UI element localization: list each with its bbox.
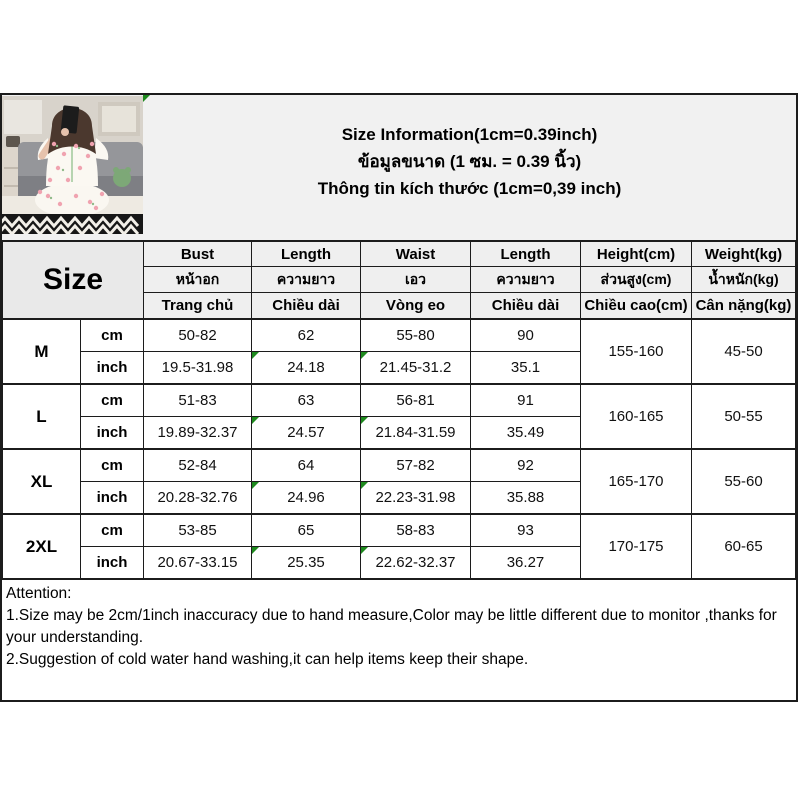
col-header-height-th: ส่วนสูง(cm) <box>581 267 692 293</box>
col-header-length2-th: ความยาว <box>471 267 581 293</box>
l-bust-inch: 19.89-32.37 <box>144 417 252 450</box>
product-photo <box>2 96 143 234</box>
size-m-label: M <box>3 319 81 384</box>
col-header-waist-en: Waist <box>361 241 471 267</box>
product-photo-illustration <box>2 96 143 234</box>
attention-heading: Attention: <box>6 585 72 602</box>
2xl-length2-cm: 93 <box>471 514 581 547</box>
m-length2-cm: 90 <box>471 319 581 352</box>
hand <box>61 128 69 136</box>
m-length-cm: 62 <box>252 319 361 352</box>
col-header-weight-th: น้ำหนัก(kg) <box>692 267 796 293</box>
col-header-bust-th: หน้าอก <box>144 267 252 293</box>
col-header-weight-en: Weight(kg) <box>692 241 796 267</box>
2xl-weight: 60-65 <box>692 514 796 579</box>
m-height: 155-160 <box>581 319 692 384</box>
unit-inch-label: inch <box>81 547 144 580</box>
2xl-bust-cm: 53-85 <box>144 514 252 547</box>
col-header-length2-vi: Chiều dài <box>471 293 581 320</box>
header-row-en <box>3 241 796 267</box>
xl-length2-cm: 92 <box>471 449 581 482</box>
2xl-length-cm: 65 <box>252 514 361 547</box>
col-header-length-en: Length <box>252 241 361 267</box>
2xl-length2-inch: 36.27 <box>471 547 581 580</box>
col-header-height-vi: Chiều cao(cm) <box>581 293 692 320</box>
unit-cm-label: cm <box>81 384 144 417</box>
title-band <box>2 95 796 240</box>
l-length2-cm: 91 <box>471 384 581 417</box>
excel-error-triangle-icon <box>361 547 368 554</box>
col-header-waist-vi: Vòng eo <box>361 293 471 320</box>
col-header-length2-en: Length <box>471 241 581 267</box>
col-header-height-en: Height(cm) <box>581 241 692 267</box>
xl-length-cm: 64 <box>252 449 361 482</box>
title-line-th: ข้อมูลขนาด (1 ซม. = 0.39 นิ้ว) <box>357 152 582 171</box>
excel-error-triangle-icon <box>252 417 259 424</box>
table-row <box>3 319 796 352</box>
l-length2-inch: 35.49 <box>471 417 581 450</box>
2xl-waist-inch: 22.62-32.37 <box>361 547 471 580</box>
window <box>4 100 42 134</box>
unit-cm-label: cm <box>81 514 144 547</box>
size-info-title <box>143 121 796 202</box>
2xl-length-inch: 25.35 <box>252 547 361 580</box>
m-waist-inch: 21.45-31.2 <box>361 352 471 385</box>
pajama-pants <box>35 183 109 217</box>
excel-error-triangle-icon <box>361 417 368 424</box>
2xl-waist-cm: 58-83 <box>361 514 471 547</box>
size-xl-label: XL <box>3 449 81 514</box>
excel-error-triangle-icon <box>143 95 150 102</box>
excel-error-triangle-icon <box>252 547 259 554</box>
attention-line-1: 1.Size may be 2cm/1inch inaccuracy due to hand measure,Color may be little different due to monitor ,thanks for your understanding. <box>6 607 777 646</box>
unit-cm-label: cm <box>81 319 144 352</box>
excel-error-triangle-icon <box>252 352 259 359</box>
xl-height: 165-170 <box>581 449 692 514</box>
xl-bust-inch: 20.28-32.76 <box>144 482 252 515</box>
attention-line-2: 2.Suggestion of cold water hand washing,it can help items keep their shape. <box>6 651 529 668</box>
l-waist-inch: 21.84-31.59 <box>361 417 471 450</box>
xl-bust-cm: 52-84 <box>144 449 252 482</box>
m-length-inch: 24.18 <box>252 352 361 385</box>
xl-waist-cm: 57-82 <box>361 449 471 482</box>
excel-error-triangle-icon <box>361 482 368 489</box>
excel-error-triangle-icon <box>361 352 368 359</box>
col-header-bust-en: Bust <box>144 241 252 267</box>
m-bust-inch: 19.5-31.98 <box>144 352 252 385</box>
2xl-height: 170-175 <box>581 514 692 579</box>
xl-length-inch: 24.96 <box>252 482 361 515</box>
l-weight: 50-55 <box>692 384 796 449</box>
size-l-label: L <box>3 384 81 449</box>
size-header-cell: Size <box>3 241 144 319</box>
unit-inch-label: inch <box>81 352 144 385</box>
l-length-inch: 24.57 <box>252 417 361 450</box>
size-2xl-label: 2XL <box>3 514 81 579</box>
size-table <box>2 240 796 580</box>
xl-length2-inch: 35.88 <box>471 482 581 515</box>
col-header-bust-vi: Trang chủ <box>144 293 252 320</box>
excel-error-triangle-icon <box>252 482 259 489</box>
l-bust-cm: 51-83 <box>144 384 252 417</box>
xl-waist-inch: 22.23-31.98 <box>361 482 471 515</box>
xl-weight: 55-60 <box>692 449 796 514</box>
size-chart-panel <box>0 93 798 702</box>
title-line-vi: Thông tin kích thước (1cm=0,39 inch) <box>317 179 622 198</box>
col-header-weight-vi: Cân nặng(kg) <box>692 293 796 320</box>
col-header-waist-th: เอว <box>361 267 471 293</box>
title-line-en: Size Information(1cm=0.39inch) <box>341 125 598 144</box>
table-row <box>3 449 796 482</box>
l-height: 160-165 <box>581 384 692 449</box>
unit-inch-label: inch <box>81 417 144 450</box>
unit-cm-label: cm <box>81 449 144 482</box>
table-row <box>3 514 796 547</box>
col-header-length-th: ความยาว <box>252 267 361 293</box>
attention-note <box>2 580 796 700</box>
col-header-length-vi: Chiều dài <box>252 293 361 320</box>
unit-inch-label: inch <box>81 482 144 515</box>
table-row <box>3 384 796 417</box>
l-waist-cm: 56-81 <box>361 384 471 417</box>
m-waist-cm: 55-80 <box>361 319 471 352</box>
m-bust-cm: 50-82 <box>144 319 252 352</box>
m-weight: 45-50 <box>692 319 796 384</box>
m-length2-inch: 35.1 <box>471 352 581 385</box>
l-length-cm: 63 <box>252 384 361 417</box>
2xl-bust-inch: 20.67-33.15 <box>144 547 252 580</box>
clock <box>6 136 20 147</box>
